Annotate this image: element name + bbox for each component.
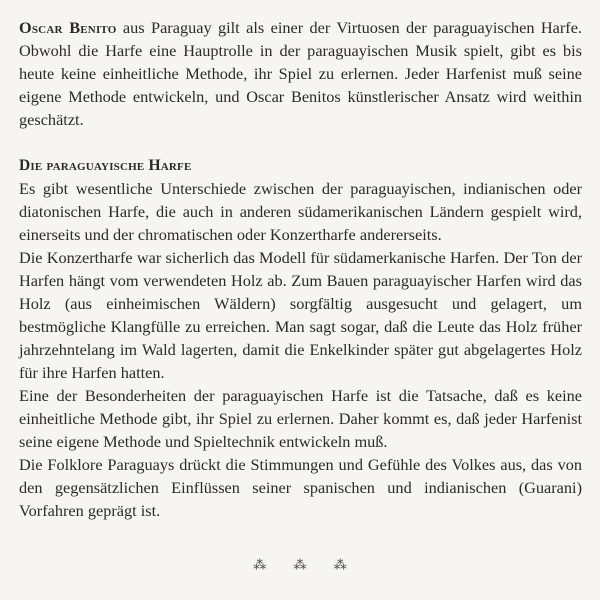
section-paragraph-4: Die Folklore Paraguays drückt die Stimmungen und Gefühle des Volkes aus, das von den gegensätzlichen Einflüssen seiner spanischen und indianischen (Guarani) Vorfahren geprägt ist. xyxy=(19,455,582,520)
section-paragraph-1: Es gibt wesentliche Unterschiede zwischen der paraguayischen, indianischen oder diatonischen Harfe, die auch in anderen südamerikanischen Ländern gespielt wird, einerseits und der chromatischen oder Konzertharfe andererseits. xyxy=(19,179,582,244)
divider-ornament: ⁂ xyxy=(293,557,307,572)
divider-ornament: ⁂ xyxy=(253,557,267,572)
section-paragraph-3: Eine der Besonderheiten der paraguayischen Harfe ist die Tatsache, daß es keine einheitliche Methode gibt, ihr Spiel zu erlernen. Daher kommt es, daß jeder Harfenist seine eigene Methode und Spieltechnik entwickeln muß. xyxy=(19,386,582,451)
section-paragraph-2: Die Konzertharfe war sicherlich das Modell für südamerkanische Harfen. Der Ton der Harfen hängt vom verwendeten Holz ab. Zum Bauen paraguayischer Harfen wird das Holz (aus einheimischen Wäldern) sorgfältig ausgesucht und gelagert, um bestmögliche Klangfülle zu erreichen. Man sagt sogar, daß die Leute das Holz früher jahrzehntelang im Wald lagerten, damit die Enkelkinder später gut abgelagertes Holz für ihre Harfen hatten. xyxy=(19,248,582,382)
intro-lead-name: Oscar Benito xyxy=(19,18,117,37)
divider-ornament: ⁂ xyxy=(333,557,347,572)
section-divider xyxy=(0,557,600,573)
intro-body-text: aus Paraguay gilt als einer der Virtuosen der paraguayischen Harfe. Obwohl die Harfe eine Hauptrolle in der paraguayischen Musik spielt, gibt es bis heute keine einheitliche Methode, ihr Spiel zu erlernen. Jeder Harfenist muß seine eigene Methode entwickeln, und Oscar Benitos künstlerischer Ansatz wird weithin geschätzt. xyxy=(19,18,583,129)
intro-paragraph xyxy=(19,16,582,131)
section-heading: Die paraguayische Harfe xyxy=(19,157,192,174)
